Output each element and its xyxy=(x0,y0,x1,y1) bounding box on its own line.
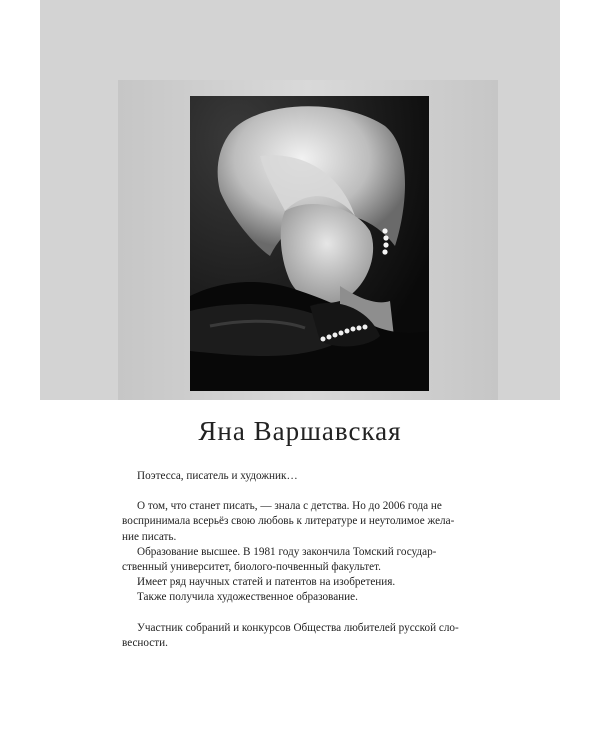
bio-spacer xyxy=(122,484,484,499)
bio-paragraph-line: воспринимала всерьёз свою любовь к литературе и неутолимое жела- xyxy=(122,515,455,528)
author-name: Яна Варшавская xyxy=(198,416,402,446)
bio-paragraph-line: Образование высшее. В 1981 году закончила Томский государ- xyxy=(137,545,437,558)
bio-paragraph-line: О том, что станет писать, — знала с детства. Но до 2006 года не xyxy=(137,500,442,513)
bio-paragraph-line: ние писать. xyxy=(122,530,177,543)
bio-paragraph-line: Имеет ряд научных статей и патентов на изобретения. xyxy=(137,576,396,589)
bio-paragraph-line: Участник собраний и конкурсов Общества любителей русской сло- xyxy=(137,621,459,634)
bio-intro: Поэтесса, писатель и художник… xyxy=(137,470,298,482)
author-bio xyxy=(122,469,484,651)
author-portrait xyxy=(190,96,429,391)
bio-paragraph-line: Также получила художественное образование. xyxy=(137,591,358,604)
bio-paragraph-line: весности. xyxy=(122,636,168,649)
bio-spacer xyxy=(122,606,484,621)
bio-paragraph-line: ственный университет, биолого-почвенный факультет. xyxy=(122,561,381,574)
